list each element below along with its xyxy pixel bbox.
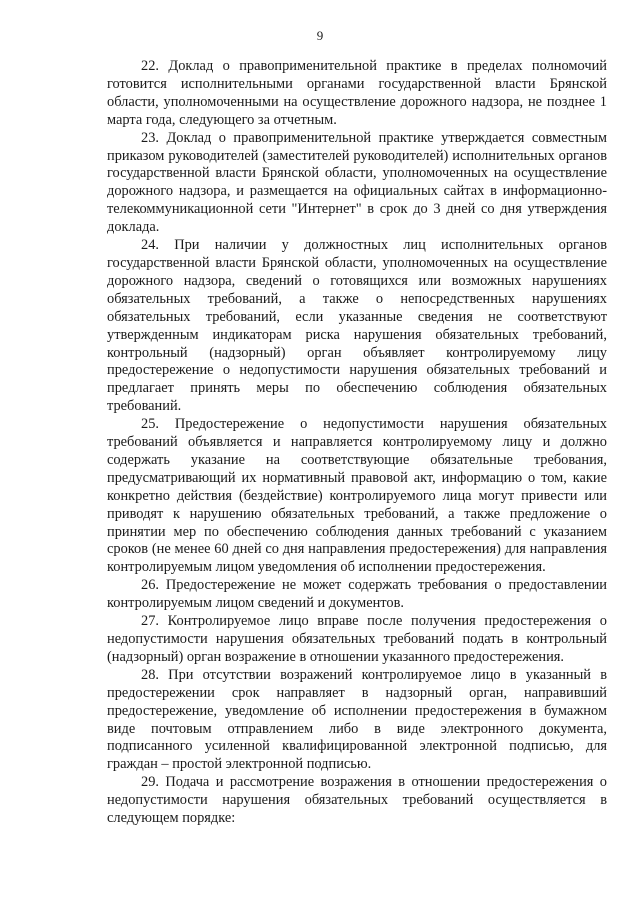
paragraph-28: 28. При отсутствии возражений контролируемое лицо в указанный в предостережении срок направляет в надзорный орган, направивший предостережение, уведомление об исполнении предостережения в бумажном виде почтовым отправлением либо в виде электронного документа, подписанного усиленной квалифицированной электронной подписью, для граждан – простой электронной подписью. <box>107 666 607 773</box>
paragraph-26: 26. Предостережение не может содержать требования о предоставлении контролируемым лицом сведений и документов. <box>107 577 607 612</box>
paragraph-25: 25. Предостережение о недопустимости нарушения обязательных требований объявляется и направляется контролируемому лицу и должно содержать указание на соответствующие обязательные требования, предусматривающий их нормативный правовой акт, информацию о том, какие конкретно действия (бездействие) контролируемого лица могут привести или приводят к нарушению обязательных требований, а также предложение о принятии мер по обеспечению соблюдения данных требований с указанием сроков (не менее 60 дней со дня направления предостережения) для направления контролируемым лицом уведомления об исполнении предостережения. <box>107 416 607 576</box>
paragraph-29: 29. Подача и рассмотрение возражения в отношении предостережения о недопустимости нарушения обязательных требований осуществляется в следующем порядке: <box>107 774 607 827</box>
document-body <box>107 58 607 828</box>
paragraph-24: 24. При наличии у должностных лиц исполнительных органов государственной власти Брянской области, уполномоченных на осуществление дорожного надзора, сведений о готовящихся или возможных нарушениях обязательных требований, а также о непосредственных нарушениях обязательных требований, если указанные сведения не соответствуют утвержденным индикаторам риска нарушения обязательных требований, контрольный (надзорный) орган объявляет контролируемому лицу предостережение о недопустимости нарушения обязательных требований и предлагает принять меры по обеспечению соблюдения обязательных требований. <box>107 237 607 415</box>
paragraph-23: 23. Доклад о правоприменительной практике утверждается совместным приказом руководителей (заместителей руководителей) исполнительных органов государственной власти Брянской области, уполномоченных на осуществление дорожного надзора, и размещается на официальных сайтах в информационно-телекоммуникационной сети "Интернет" в срок до 3 дней со дня утверждения доклада. <box>107 129 607 236</box>
paragraph-22: 22. Доклад о правоприменительной практике в пределах полномочий готовится исполнительными органами государственной власти Брянской области, уполномоченными на осуществление дорожного надзора, не позднее 1 марта года, следующего за отчетным. <box>107 58 607 128</box>
paragraph-27: 27. Контролируемое лицо вправе после получения предостережения о недопустимости нарушения обязательных требований подать в контрольный (надзорный) орган возражение в отношении указанного предостережения. <box>107 613 607 665</box>
page-number: 9 <box>316 28 324 43</box>
